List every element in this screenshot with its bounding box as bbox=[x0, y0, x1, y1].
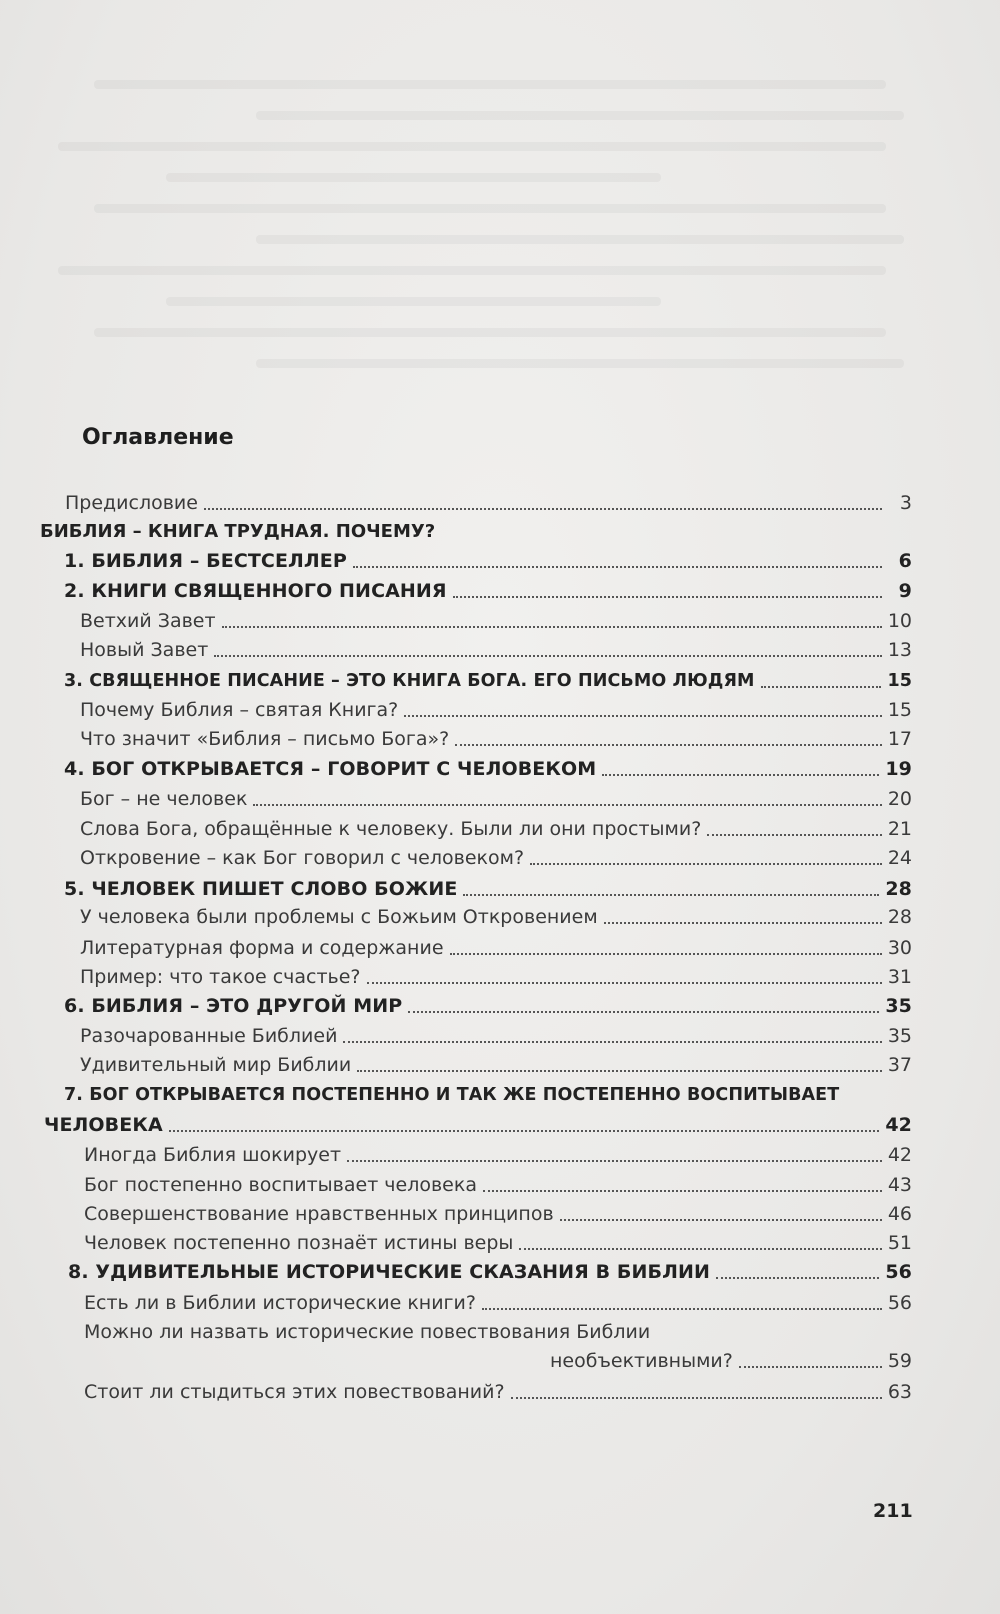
toc-title: Оглавление bbox=[82, 425, 234, 450]
toc-entry[interactable]: Ветхий Завет 10 bbox=[80, 610, 912, 632]
toc-entry[interactable]: Иногда Библия шокирует 42 bbox=[84, 1144, 912, 1166]
toc-entry[interactable]: Есть ли в Библии исторические книги? 56 bbox=[84, 1292, 912, 1314]
toc-entry[interactable]: Удивительный мир Библии 37 bbox=[80, 1054, 912, 1076]
toc-chapter-7[interactable]: 7. БОГ ОТКРЫВАЕТСЯ ПОСТЕПЕННО И ТАК ЖЕ ПОСТЕПЕННО ВОСПИТЫВАЕТ bbox=[64, 1085, 840, 1105]
toc-chapter-5[interactable]: 5. ЧЕЛОВЕК ПИШЕТ СЛОВО БОЖИЕ 28 bbox=[64, 878, 912, 900]
toc-entry[interactable]: Пример: что такое счастье? 31 bbox=[80, 966, 912, 988]
toc-entry[interactable]: Разочарованные Библией 35 bbox=[80, 1025, 912, 1047]
page-number: 211 bbox=[873, 1500, 913, 1522]
toc-entry[interactable]: Что значит «Библия – письмо Бога»? 17 bbox=[80, 728, 912, 750]
toc-chapter-1[interactable]: 1. БИБЛИЯ – БЕСТСЕЛЛЕР 6 bbox=[64, 550, 912, 572]
toc-entry[interactable]: Литературная форма и содержание 30 bbox=[80, 937, 912, 959]
toc-entry[interactable]: У человека были проблемы с Божьим Откровением 28 bbox=[80, 906, 912, 928]
reverse-side-show-through bbox=[40, 80, 940, 390]
toc-entry-preface[interactable]: Предисловие 3 bbox=[65, 492, 912, 514]
toc-chapter-6[interactable]: 6. БИБЛИЯ – ЭТО ДРУГОЙ МИР 35 bbox=[64, 995, 912, 1017]
toc-entry-continued[interactable]: необъективными? 59 bbox=[550, 1350, 912, 1372]
toc-entry[interactable]: Стоит ли стыдиться этих повествований? 63 bbox=[84, 1381, 912, 1403]
toc-chapter-2[interactable]: 2. КНИГИ СВЯЩЕННОГО ПИСАНИЯ 9 bbox=[64, 580, 912, 602]
toc-entry[interactable]: Можно ли назвать исторические повествования Библии bbox=[84, 1321, 651, 1343]
toc-chapter-8[interactable]: 8. УДИВИТЕЛЬНЫЕ ИСТОРИЧЕСКИЕ СКАЗАНИЯ В БИБЛИИ 56 bbox=[68, 1261, 912, 1283]
toc-entry[interactable]: Откровение – как Бог говорил с человеком? 24 bbox=[80, 847, 912, 869]
toc-chapter-7-continued[interactable]: ЧЕЛОВЕКА 42 bbox=[44, 1114, 912, 1136]
toc-entry[interactable]: Бог – не человек 20 bbox=[80, 788, 912, 810]
toc-entry[interactable]: Совершенствование нравственных принципов 46 bbox=[84, 1203, 912, 1225]
toc-entry[interactable]: Бог постепенно воспитывает человека 43 bbox=[84, 1174, 912, 1196]
toc-entry[interactable]: Человек постепенно познаёт истины веры 51 bbox=[84, 1232, 912, 1254]
toc-entry[interactable]: Новый Завет 13 bbox=[80, 639, 912, 661]
toc-entry[interactable]: Слова Бога, обращённые к человеку. Были ли они простыми? 21 bbox=[80, 818, 912, 840]
toc-chapter-4[interactable]: 4. БОГ ОТКРЫВАЕТСЯ – ГОВОРИТ С ЧЕЛОВЕКОМ 19 bbox=[64, 758, 912, 780]
toc-part-heading: БИБЛИЯ – КНИГА ТРУДНАЯ. ПОЧЕМУ? bbox=[40, 521, 436, 542]
toc-chapter-3[interactable]: 3. СВЯЩЕННОЕ ПИСАНИЕ – ЭТО КНИГА БОГА. ЕГО ПИСЬМО ЛЮДЯМ 15 bbox=[64, 671, 912, 691]
toc-entry[interactable]: Почему Библия – святая Книга? 15 bbox=[80, 699, 912, 721]
